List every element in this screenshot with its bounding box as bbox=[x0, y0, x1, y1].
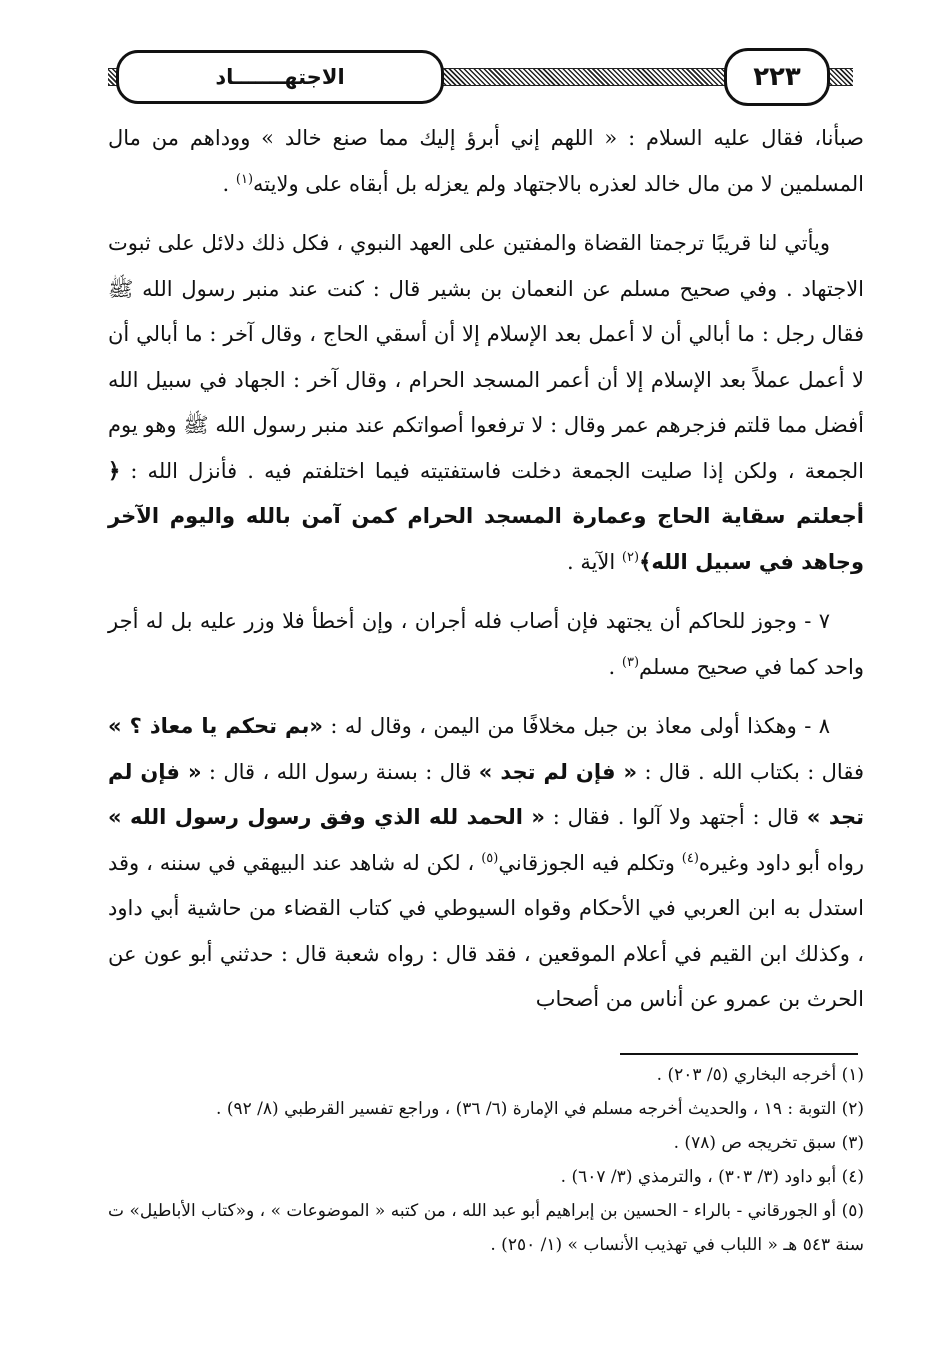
paragraph-2: ويأتي لنا قريبًا ترجمتا القضاة والمفتين على العهد النبوي ، فكل ذلك دلائل على ثبوت الاجتهاد . وفي صحيح مسلم عن النعمان بن بشير قال : كنت عند منبر رسول الله ﷺ فقال رجل : ما أبالي أن لا أعمل بعد الإسلام إلا أن أسقي الحاج ، وقال آخر : ما أبالي أن لا أعمل عملاً بعد الإسلام إلا أن أعمر المسجد الحرام ، وقال آخر : الجهاد في سبيل الله أفضل مما قلتم فزجرهم عمر وقال : لا ترفعوا أصواتكم عند منبر رسول الله ﷺ وهو يوم الجمعة ، ولكن إذا صليت الجمعة دخلت فاستفتيته فيما اختلفتم فيه . فأنزل الله : ﴿ أجعلتم سقاية الحاج وعمارة المسجد الحرام كمن آمن بالله واليوم الآخر وجاهد في سبيل الله﴾$^{(٢)}$ الآية . bbox=[108, 231, 865, 574]
hadith-quote-4: « الحمد لله الذي وفق رسول رسول الله » bbox=[108, 805, 545, 829]
footnote-ref-3: (٣) bbox=[621, 654, 640, 670]
chapter-title: الاجتهـــــــاد bbox=[116, 50, 444, 104]
paragraph-1: صبأنا، فقال عليه السلام : « اللهم إني أبرؤ إليك مما صنع خالد » ووداهم من مال المسلمين لا من مال خالد لعذره بالاجتهاد ولم يعزله بل أبقاه على ولايته$^{(١)}$ . bbox=[108, 126, 864, 196]
quran-verse: ﴿ أجعلتم سقاية الحاج وعمارة المسجد الحرام كمن آمن بالله واليوم الآخر وجاهد في سبيل الله﴾ bbox=[108, 458, 864, 574]
footnote-rule bbox=[620, 1053, 858, 1055]
footnote-3: (٣) سبق تخريجه ص (٧٨) . bbox=[673, 1133, 864, 1153]
footnote-ref-1: (١) bbox=[235, 171, 254, 187]
footnote-1: (١) أخرجه البخاري (٥/ ٢٠٣) . bbox=[656, 1065, 864, 1085]
main-text bbox=[108, 116, 864, 1037]
footnotes bbox=[108, 1058, 864, 1262]
page-number: ٢٢٣ bbox=[724, 48, 830, 106]
footnote-ref-4: (٤) bbox=[681, 850, 699, 866]
hadith-quote-3: « فإن لم تجد » bbox=[108, 759, 864, 829]
footnote-ref-2: (٢) bbox=[621, 549, 640, 565]
footnote-5: (٥) أو الجورقاني - بالراء - الحسين بن إبراهيم أبو عبد الله ، من كتبه « الموضوعات » ، و«كتاب الأباطيل» ت سنة ٥٤٣ هـ « اللباب في تهذيب الأنساب » (١/ ٢٥٠) . bbox=[108, 1201, 864, 1255]
footnote-ref-5: (٥) bbox=[481, 850, 499, 866]
hadith-quote-1: «بم تحكم يا معاذ ؟ » bbox=[108, 714, 323, 738]
paragraph-4: ٨ - وهكذا أولى معاذ بن جبل مخلافًا من اليمن ، وقال له : «بم تحكم يا معاذ ؟ » فقال : بكتاب الله . قال : « فإن لم تجد » قال : بسنة رسول الله ، قال : « فإن لم تجد » قال : أجتهد ولا آلوا . فقال : « الحمد لله الذي وفق رسول رسول الله » رواه أبو داود وغيره$^{(٤)}$ وتكلم فيه الجوزقاني$^{(٥)}$ ، لكن له شاهد عند البيهقي في سننه ، وقد استدل به ابن العربي في الأحكام وقواه السيوطي في كتاب القضاء من حاشية أبي داود ، وكذلك ابن القيم في أعلام الموقعين ، فقد قال : رواه شعبة قال : حدثني أبو عون عن الحرث بن عمرو عن أناس من أصحاب bbox=[108, 714, 864, 1011]
paragraph-3: ٧ - وجوز للحاكم أن يجتهد فإن أصاب فله أجران ، وإن أخطأ فلا وزر عليه بل له أجر واحد كما في صحيح مسلم$^{(٣)}$ . bbox=[108, 609, 864, 679]
hadith-quote-2: « فإن لم تجد » bbox=[478, 759, 638, 784]
footnote-2: (٢) التوبة : ١٩ ، والحديث أخرجه مسلم في الإمارة (٦/ ٣٦) ، وراجع تفسير القرطبي (٨/ ٩٢) . bbox=[216, 1099, 864, 1119]
page-header bbox=[108, 42, 853, 106]
footnote-4: (٤) أبو داود (٣/ ٣٠٣) ، والترمذي (٣/ ٦٠٧) . bbox=[560, 1167, 864, 1187]
